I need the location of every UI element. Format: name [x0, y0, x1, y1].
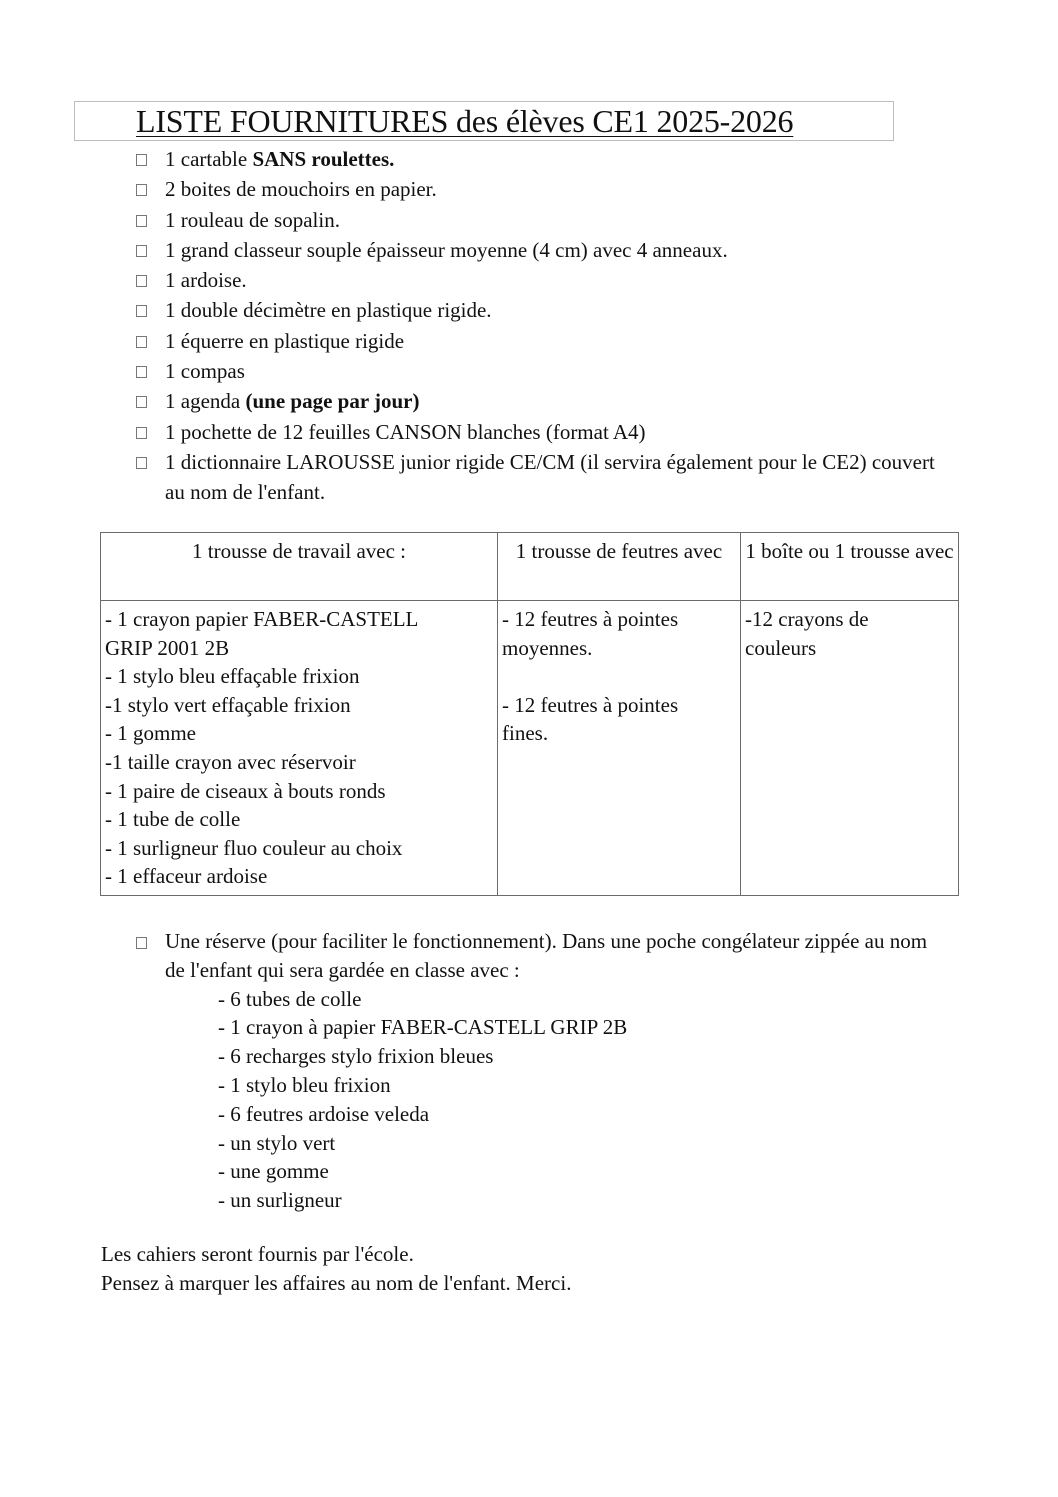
checklist-item [132, 295, 952, 325]
header-felt-pen-case: 1 trousse de feutres avec [498, 533, 741, 601]
reserve-line: - un stylo vert [218, 1130, 336, 1155]
checkbox-icon [136, 245, 147, 257]
item-text: 1 dictionnaire LAROUSSE junior rigide CE/CM (il servira également pour le CE2) couvert au nom de l'enfant. [165, 449, 935, 505]
table-line: fines. [502, 721, 549, 746]
checklist-item [132, 386, 952, 416]
table-line: - 1 paire de ciseaux à bouts ronds [105, 778, 386, 803]
reserve-line: - 6 tubes de colle [218, 986, 362, 1011]
item-text: 1 agenda [165, 389, 246, 414]
item-text: 1 compas [165, 359, 245, 384]
checklist-item [132, 265, 952, 295]
reserve-item [132, 927, 952, 985]
supply-checklist [132, 144, 952, 508]
checkbox-icon [136, 937, 147, 949]
checkbox-icon [136, 275, 147, 287]
checklist-item [132, 326, 952, 356]
table-line: - 12 feutres à pointes [502, 692, 679, 717]
table-line: couleurs [745, 635, 817, 660]
footer-line: Pensez à marquer les affaires au nom de l'enfant. Merci. [101, 1271, 572, 1295]
checkbox-icon [136, 366, 147, 378]
page-title: LISTE FOURNITURES des élèves CE1 2025-2026 [136, 103, 794, 139]
checklist-item [132, 174, 952, 204]
footer-line: Les cahiers seront fournis par l'école. [101, 1242, 414, 1266]
table-line: GRIP 2001 2B [105, 635, 230, 660]
item-text: 2 boites de mouchoirs en papier. [165, 177, 437, 202]
reserve-line: - 6 feutres ardoise veleda [218, 1101, 430, 1126]
checklist-item [132, 447, 952, 508]
checkbox-icon [136, 336, 147, 348]
reserve-intro: Une réserve (pour faciliter le fonctionnement). Dans une poche congélateur zippée au nom de l'enfant qui sera gardée en classe avec : [165, 929, 928, 982]
reserve-list [218, 985, 952, 1215]
header-colour-box: 1 boîte ou 1 trousse avec [741, 533, 959, 601]
colour-box-contents [741, 601, 959, 896]
checklist-item [132, 205, 952, 235]
item-text: 1 grand classeur souple épaisseur moyenne (4 cm) avec 4 anneaux. [165, 237, 728, 262]
checkbox-icon [136, 427, 147, 439]
felt-pen-contents [498, 601, 741, 896]
reserve-line: - un surligneur [218, 1188, 342, 1213]
checkbox-icon [136, 396, 147, 408]
table-row [101, 601, 959, 896]
spacer [502, 662, 736, 691]
table-line: - 12 feutres à pointes [502, 607, 679, 631]
pencil-case-table [100, 532, 959, 896]
item-emphasis: (une page par jour) [245, 389, 420, 414]
header-work-case: 1 trousse de travail avec : [101, 533, 498, 601]
work-case-contents [101, 601, 498, 896]
checkbox-icon [136, 184, 147, 196]
table-line: - 1 stylo bleu effaçable frixion [105, 664, 360, 689]
checklist-item [132, 144, 952, 174]
table-line: moyennes. [502, 635, 593, 660]
table-header-row [101, 533, 959, 601]
item-text: 1 rouleau de sopalin. [165, 207, 340, 232]
table-line: -12 crayons de [745, 607, 869, 631]
checkbox-icon [136, 305, 147, 317]
reserve-line: - 1 stylo bleu frixion [218, 1072, 391, 1097]
checkbox-icon [136, 154, 147, 166]
table-line: - 1 tube de colle [105, 807, 241, 832]
checklist-item [132, 417, 952, 447]
table-line: -1 taille crayon avec réservoir [105, 749, 356, 774]
reserve-line: - 6 recharges stylo frixion bleues [218, 1044, 494, 1069]
item-emphasis: SANS roulettes. [252, 147, 395, 171]
table-line: - 1 effaceur ardoise [105, 864, 268, 889]
checklist-item [132, 235, 952, 265]
table-line: -1 stylo vert effaçable frixion [105, 692, 351, 717]
item-text: 1 équerre en plastique rigide [165, 328, 405, 353]
checkbox-icon [136, 457, 147, 469]
checklist-item [132, 356, 952, 386]
item-text: 1 cartable [165, 147, 253, 171]
item-text: 1 ardoise. [165, 268, 247, 293]
footer-notes [101, 1240, 571, 1298]
reserve-line: - une gomme [218, 1159, 329, 1184]
item-text: 1 pochette de 12 feuilles CANSON blanches (format A4) [165, 419, 646, 444]
item-text: 1 double décimètre en plastique rigide. [165, 298, 492, 323]
table-line: - 1 surligneur fluo couleur au choix [105, 835, 403, 860]
reserve-line: - 1 crayon à papier FABER-CASTELL GRIP 2B [218, 1015, 628, 1040]
reserve-section [132, 927, 952, 1215]
checkbox-icon [136, 215, 147, 227]
table-line: - 1 gomme [105, 721, 196, 746]
table-line: - 1 crayon papier FABER-CASTELL [105, 607, 419, 631]
